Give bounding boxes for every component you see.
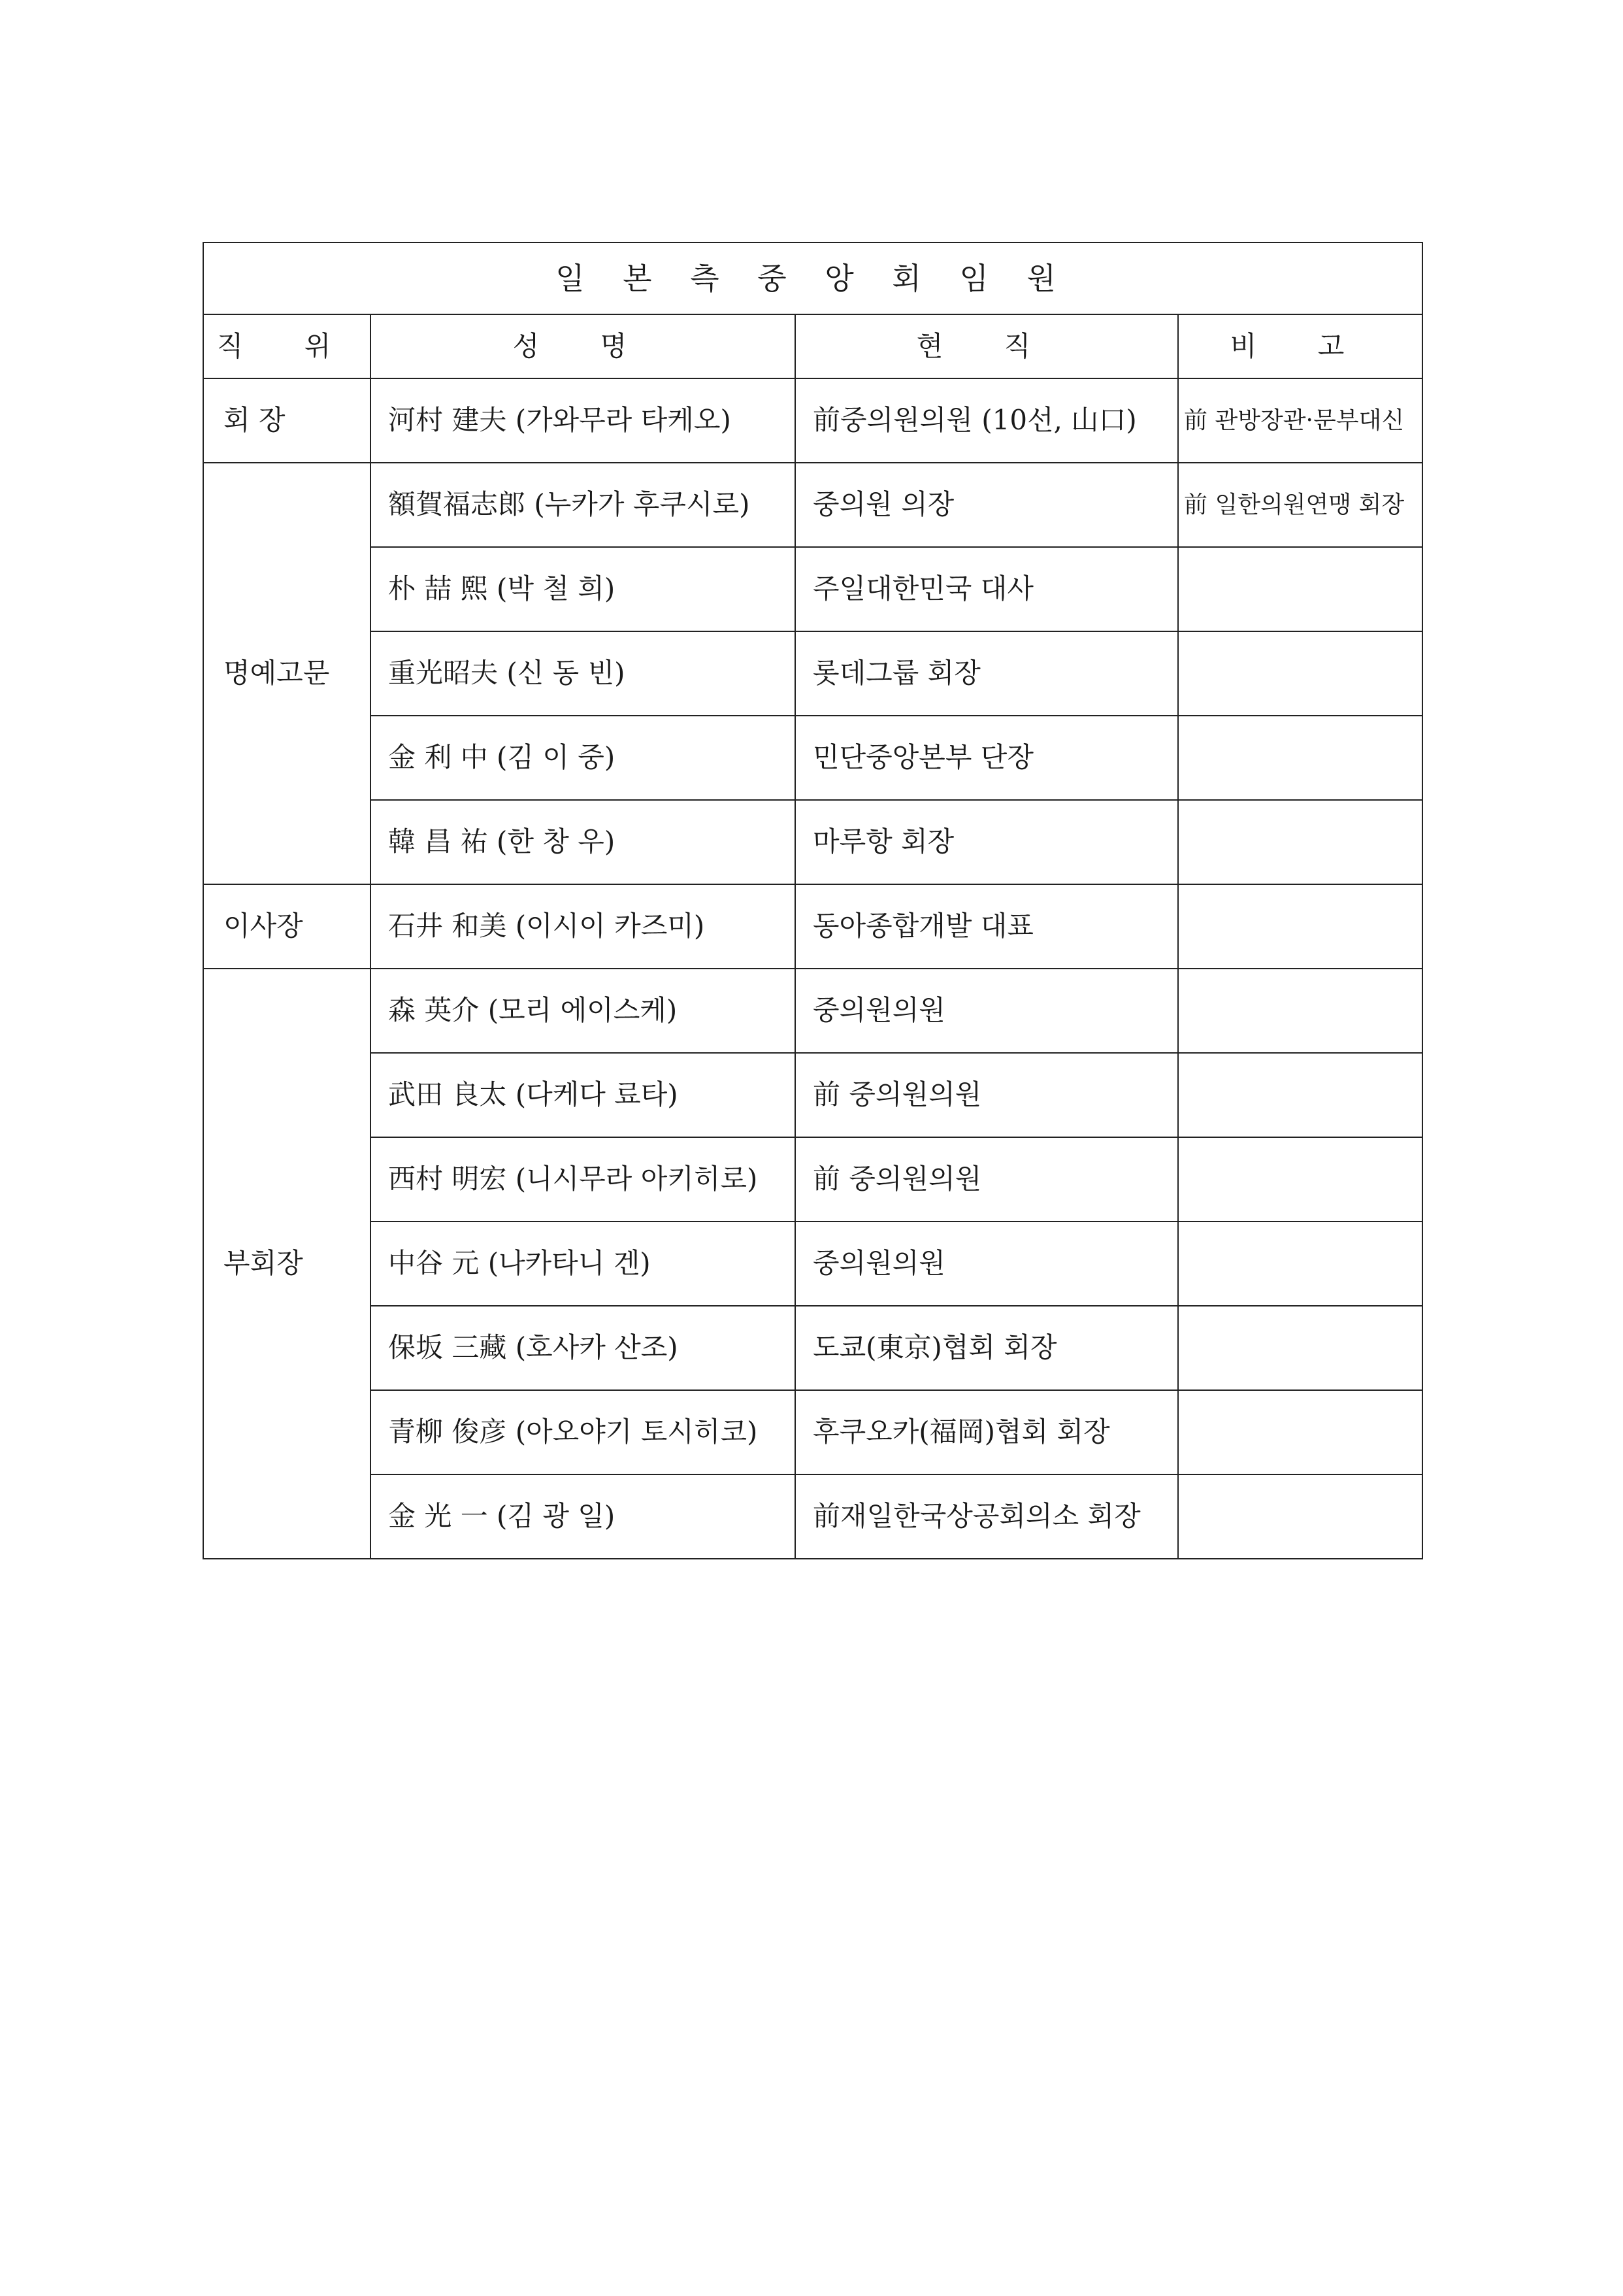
name-cell: 青柳 俊彦 (아오야기 토시히코): [370, 1390, 795, 1474]
name-cell: 石井 和美 (이시이 카즈미): [370, 884, 795, 969]
job-cell: 前 중의원의원: [795, 1053, 1178, 1137]
remarks-cell: [1178, 631, 1422, 716]
table-row: [203, 1474, 1422, 1559]
name-cell: 武田 良太 (다케다 료타): [370, 1053, 795, 1137]
remarks-cell: [1178, 1306, 1422, 1390]
name-cell: 保坂 三藏 (호사카 산조): [370, 1306, 795, 1390]
remarks-cell: [1178, 1053, 1422, 1137]
job-cell: 前중의원의원 (10선, 山口): [795, 378, 1178, 463]
job-cell: 마루항 회장: [795, 800, 1178, 884]
remarks-cell: [1178, 1222, 1422, 1306]
table-row: [203, 884, 1422, 969]
job-cell: 중의원의원: [795, 969, 1178, 1053]
job-cell: 주일대한민국 대사: [795, 547, 1178, 631]
position-label: 명예고문: [223, 657, 330, 690]
table-row: [203, 1306, 1422, 1390]
remarks-cell: [1178, 884, 1422, 969]
remarks-cell: 前 관방장관·문부대신: [1178, 378, 1422, 463]
table-row: [203, 463, 1422, 547]
remarks-cell: [1178, 1390, 1422, 1474]
remarks-cell: [1178, 547, 1422, 631]
job-cell: 중의원의원: [795, 1222, 1178, 1306]
job-cell: 롯데그룹 회장: [795, 631, 1178, 716]
position-cell: [203, 884, 370, 969]
name-cell: 重光昭夫 (신 동 빈): [370, 631, 795, 716]
remarks-cell: [1178, 800, 1422, 884]
table-row: [203, 800, 1422, 884]
header-row: [203, 314, 1422, 378]
remarks-cell: [1178, 716, 1422, 800]
name-cell: 韓 昌 祐 (한 창 우): [370, 800, 795, 884]
position-label: 이사장: [223, 910, 303, 942]
table-row: [203, 547, 1422, 631]
name-cell: 朴 喆 熙 (박 철 희): [370, 547, 795, 631]
name-cell: 金 光 一 (김 광 일): [370, 1474, 795, 1559]
table-row: [203, 631, 1422, 716]
remarks-cell: [1178, 969, 1422, 1053]
job-cell: 중의원 의장: [795, 463, 1178, 547]
job-cell: 동아종합개발 대표: [795, 884, 1178, 969]
position-label: 회 장: [223, 404, 286, 437]
table-row: [203, 1053, 1422, 1137]
name-cell: 西村 明宏 (니시무라 아키히로): [370, 1137, 795, 1222]
position-cell: [203, 969, 370, 1559]
position-cell: [203, 463, 370, 884]
officers-table: [203, 242, 1423, 1559]
remarks-cell: 前 일한의원연맹 회장: [1178, 463, 1422, 547]
name-cell: 河村 建夫 (가와무라 타케오): [370, 378, 795, 463]
job-cell: 후쿠오카(福岡)협회 회장: [795, 1390, 1178, 1474]
job-cell: 도쿄(東京)협회 회장: [795, 1306, 1178, 1390]
remarks-cell: [1178, 1474, 1422, 1559]
header-remarks: 비 고: [1178, 314, 1422, 378]
name-cell: 金 利 中 (김 이 중): [370, 716, 795, 800]
position-cell: [203, 378, 370, 463]
remarks-cell: [1178, 1137, 1422, 1222]
header-current-job: 현 직: [795, 314, 1178, 378]
job-cell: 前 중의원의원: [795, 1137, 1178, 1222]
job-cell: 前재일한국상공회의소 회장: [795, 1474, 1178, 1559]
header-name: 성 명: [370, 314, 795, 378]
table-row: [203, 1390, 1422, 1474]
table-row: [203, 969, 1422, 1053]
table-title-row: [203, 242, 1422, 314]
name-cell: 中谷 元 (나카타니 겐): [370, 1222, 795, 1306]
table-row: [203, 1222, 1422, 1306]
name-cell: 額賀福志郎 (누카가 후쿠시로): [370, 463, 795, 547]
header-position: 직 위: [203, 314, 370, 378]
table-row: [203, 1137, 1422, 1222]
name-cell: 森 英介 (모리 에이스케): [370, 969, 795, 1053]
table-title: 일 본 측 중 앙 회 임 원: [203, 242, 1422, 314]
job-cell: 민단중앙본부 단장: [795, 716, 1178, 800]
table-row: [203, 716, 1422, 800]
position-label: 부회장: [223, 1247, 303, 1280]
table-row: [203, 378, 1422, 463]
